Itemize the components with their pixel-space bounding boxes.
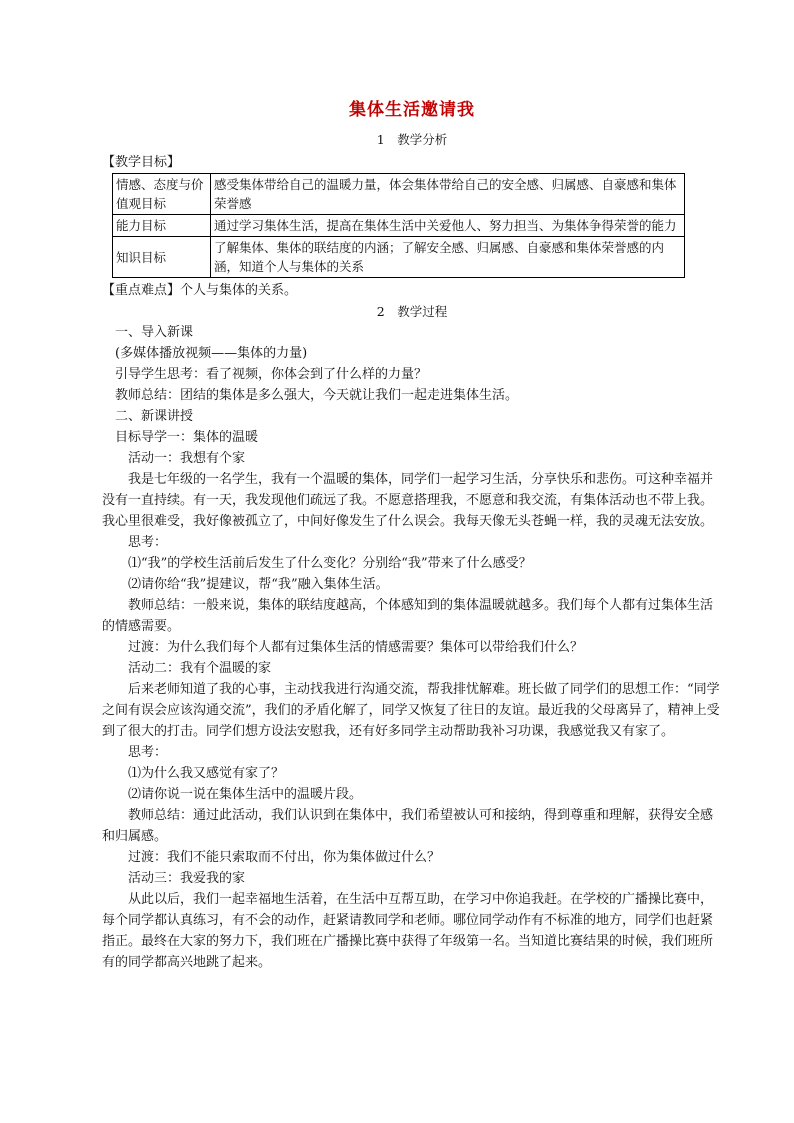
table-row (113, 237, 685, 278)
body-paragraph: 引导学生思考：看了视频，你体会到了什么样的力量？ (115, 367, 428, 382)
body-paragraph: 教师总结：团结的集体是多么强大，今天就让我们一起走进集体生活。 (115, 388, 519, 403)
table-row (113, 215, 685, 237)
document-title: 集体生活邀请我 (349, 100, 475, 120)
body-paragraph: 我是七年级的一名学生，我有一个温暖的集体，同学们一起学习生活，分享快乐和悲伤。可这种幸福并没有一直持续。有一天，我发现他们疏远了我。不愿意搭理我，不愿意和我交流，有集体活动也不带上我。我心里很难受，我好像被孤立了，中间好像发生了什么误会。我每天像无头苍蝇一样，我的灵魂无法安放。 (102, 472, 714, 529)
body-paragraph: ⑴“我”的学校生活前后发生了什么变化？分别给“我”带来了什么感受？ (128, 556, 532, 571)
body-paragraph: 活动二：我有个温暖的家 (128, 661, 272, 676)
body-paragraph: 活动三：我爱我的家 (128, 871, 246, 886)
section-heading-process: 2 教学过程 (376, 304, 448, 319)
table-row (113, 174, 685, 215)
body-paragraph: 从此以后，我们一起幸福地生活着，在生活中互帮互助，在学习中你追我赶。在学校的广播操比赛中，每个同学都认真练习，有不会的动作，赶紧请教同学和老师。哪位同学动作有不标准的地方，同学们也赶紧指正。最终在大家的努力下，我们班在广播操比赛中获得了年级第一名。当知道比赛结果的时候，我们班所有的同学都高兴地跳了起来。 (102, 892, 714, 970)
document-page (102, 100, 722, 973)
body-paragraph: 教师总结：通过此活动，我们认识到在集体中，我们希望被认可和接纳，得到尊重和理解，获得安全感和归属感。 (102, 808, 714, 844)
body-paragraph: 活动一：我想有个家 (128, 451, 246, 466)
body-paragraph: ⑵请你说一说在集体生活中的温暖片段。 (128, 787, 363, 802)
body-paragraph: 目标导学一：集体的温暖 (115, 430, 259, 445)
objective-content-cell: 感受集体带给自己的温暖力量，体会集体带给自己的安全感、归属感、自豪感和集体荣誉感 (211, 174, 685, 215)
objectives-table (112, 173, 685, 278)
body-paragraph: 后来老师知道了我的心事，主动找我进行沟通交流，帮我排忧解难。班长做了同学们的思想工作：“同学之间有误会应该沟通交流”，我们的矛盾化解了，同学又恢复了往日的友谊。最近我的父母离异了，精神上受到了很大的打击。同学们想方设法安慰我，还有好多同学主动帮助我补习功课，我感觉我又有家了。 (102, 682, 720, 739)
section-heading-analysis: 1 教学分析 (376, 132, 448, 147)
objective-content-cell: 了解集体、集体的联结度的内涵；了解安全感、归属感、自豪感和集体荣誉感的内涵，知道个人与集体的关系 (211, 237, 685, 278)
body-paragraph: ⑴为什么我又感觉有家了？ (128, 766, 285, 781)
body-paragraph: (多媒体播放视频——集体的力量) (115, 346, 308, 361)
body-paragraph: 过渡：我们不能只索取而不付出，你为集体做过什么？ (128, 850, 441, 865)
objective-content-cell: 通过学习集体生活，提高在集体生活中关爱他人、努力担当、为集体争得荣誉的能力 (211, 215, 685, 237)
body-paragraph: 思考： (128, 745, 168, 760)
key-points: 【重点难点】个人与集体的关系。 (102, 283, 298, 298)
body-paragraph: 一、导入新课 (115, 325, 194, 340)
objective-label-cell: 知识目标 (113, 237, 211, 278)
lesson-body (102, 322, 722, 973)
objective-label-cell: 情感、态度与价值观目标 (113, 174, 211, 215)
body-paragraph: 二、新课讲授 (115, 409, 194, 424)
body-paragraph: ⑵请你给“我”提建议，帮“我”融入集体生活。 (128, 577, 389, 592)
body-paragraph: 教师总结：一般来说，集体的联结度越高，个体感知到的集体温暖就越多。我们每个人都有过集体生活的情感需要。 (102, 598, 714, 634)
objective-label-cell: 能力目标 (113, 215, 211, 237)
body-paragraph: 过渡：为什么我们每个人都有过集体生活的情感需要？集体可以带给我们什么？ (128, 640, 584, 655)
objectives-label: 【教学目标】 (102, 155, 181, 170)
body-paragraph: 思考： (128, 535, 168, 550)
